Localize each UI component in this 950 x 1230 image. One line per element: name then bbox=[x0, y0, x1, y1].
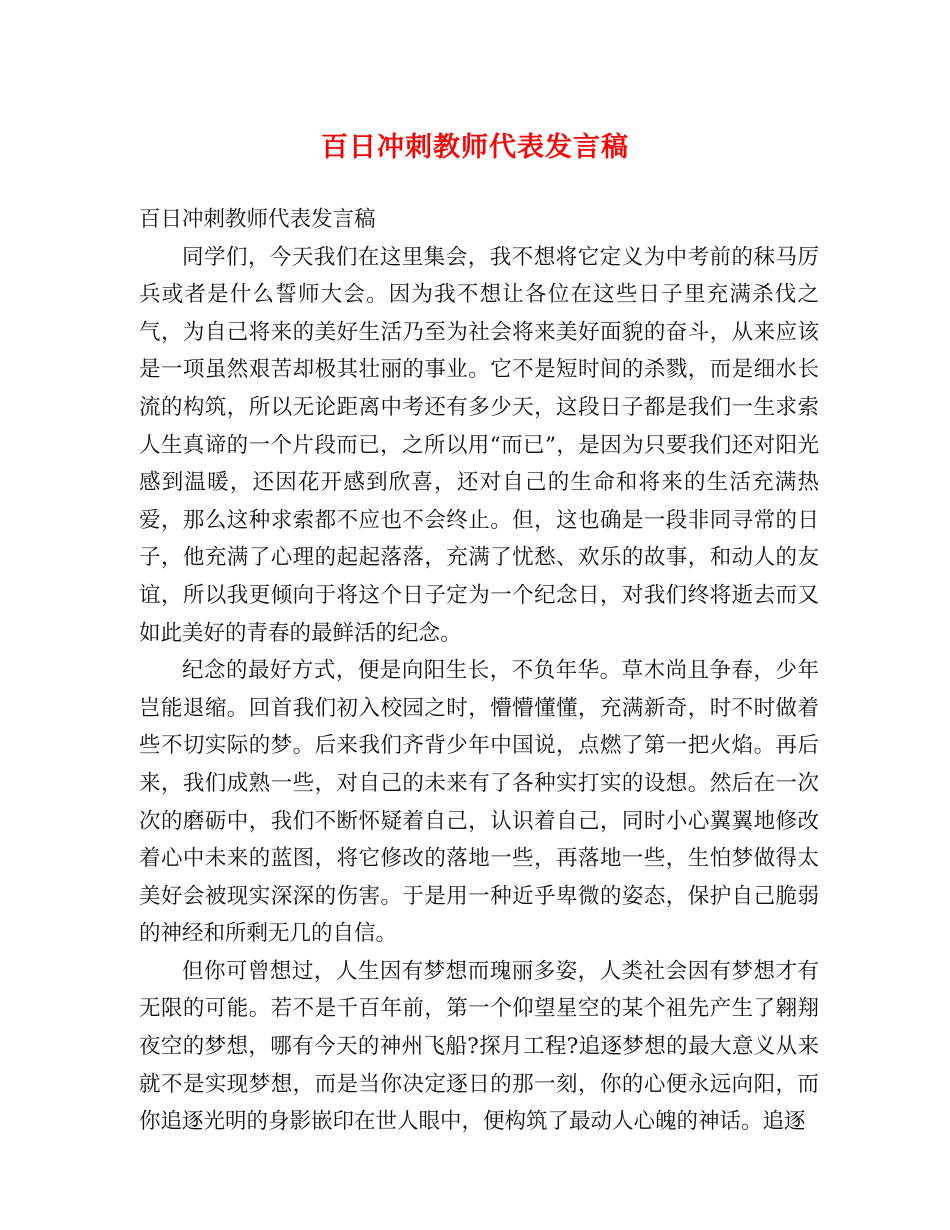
paragraph-3: 但你可曾想过，人生因有梦想而瑰丽多姿，人类社会因有梦想才有无限的可能。若不是千百年前，第一个仰望星空的某个祖先产生了翱翔夜空的梦想，哪有今天的神州飞船?探月工程?追逐梦想的最大意义从来就不是实现梦想，而是当你决定逐日的那一刻，你的心便永远向阳，而你追逐光明的身影嵌印在世人眼中，便构筑了最动人心魄的神话。追逐 bbox=[139, 958, 819, 1135]
document-body bbox=[139, 201, 819, 1141]
paragraph-2: 纪念的最好方式，便是向阳生长，不负年华。草木尚且争春，少年岂能退缩。回首我们初入校园之时，懵懵懂懂，充满新奇，时不时做着些不切实际的梦。后来我们齐背少年中国说，点燃了第一把火焰。再后来，我们成熟一些，对自己的未来有了各种实打实的设想。然后在一次次的磨砺中，我们不断怀疑着自己，认识着自己，同时小心翼翼地修改着心中未来的蓝图，将它修改的落地一些，再落地一些，生怕梦做得太美好会被现实深深的伤害。于是用一种近乎卑微的姿态，保护自己脆弱的神经和所剩无几的自信。 bbox=[139, 658, 819, 947]
paragraph-1: 同学们，今天我们在这里集会，我不想将它定义为中考前的秣马厉兵或者是什么誓师大会。因为我不想让各位在这些日子里充满杀伐之气，为自己将来的美好生活乃至为社会将来美好面貌的奋斗，从来应该是一项虽然艰苦却极其壮丽的事业。它不是短时间的杀戮，而是细水长流的构筑，所以无论距离中考还有多少天，这段日子都是我们一生求索人生真谛的一个片段而已，之所以用“而已”，是因为只要我们还对阳光感到温暖，还因花开感到欣喜，还对自己的生命和将来的生活充满热爱，那么这种求索都不应也不会终止。但，这也确是一段非同寻常的日子，他充满了心理的起起落落，充满了忧愁、欢乐的故事，和动人的友谊，所以我更倾向于将这个日子定为一个纪念日，对我们终将逝去而又如此美好的青春的最鲜活的纪念。 bbox=[139, 244, 819, 646]
document-subtitle: 百日冲刺教师代表发言稿 bbox=[139, 207, 376, 232]
document-title: 百日冲刺教师代表发言稿 bbox=[321, 132, 629, 163]
